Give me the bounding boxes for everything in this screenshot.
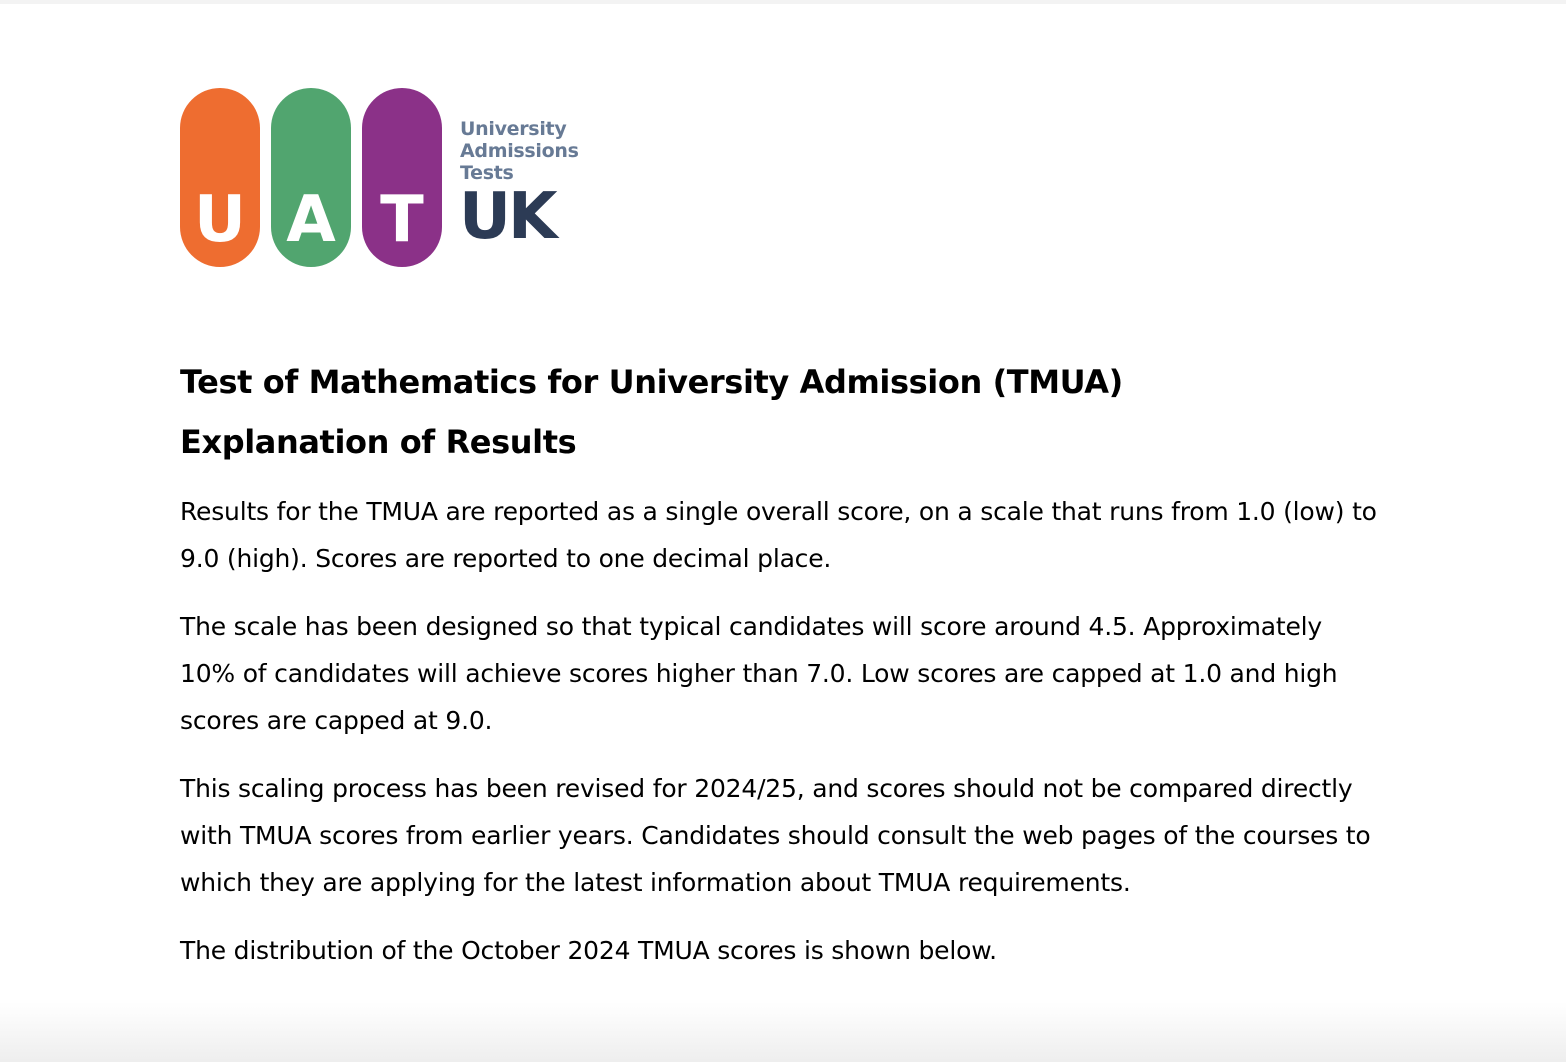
logo-wordmark bbox=[460, 118, 579, 184]
logo-text-admissions: Admissions bbox=[460, 140, 579, 162]
logo-text-uk: UK bbox=[459, 180, 555, 254]
page-bottom-shadow bbox=[0, 1002, 1566, 1062]
paragraph-distribution-intro: The distribution of the October 2024 TMUA scores is shown below. bbox=[180, 936, 997, 965]
logo-letter-u: U bbox=[194, 183, 246, 257]
logo-pill-a bbox=[271, 88, 351, 267]
logo-text-tests: Tests bbox=[460, 162, 514, 184]
logo-letter-a: A bbox=[286, 183, 336, 257]
document-body bbox=[180, 352, 1380, 974]
logo-letter-t: T bbox=[380, 183, 424, 257]
paragraph-scaling-revision: This scaling process has been revised for 2024/25, and scores should not be compared directly with TMUA scores from earlier years. Candidates should consult the web pages of the courses to which they are applying for the latest information about TMUA requirements. bbox=[180, 774, 1371, 897]
paragraph-typical-scores: The scale has been designed so that typical candidates will score around 4.5. Approximately 10% of candidates will achieve scores higher than 7.0. Low scores are capped at 1.0 and high scores are capped at 9.0. bbox=[180, 612, 1338, 735]
document-title-line-2: Explanation of Results bbox=[180, 423, 577, 461]
uat-uk-logo bbox=[180, 88, 600, 268]
logo-pill-t bbox=[362, 88, 442, 267]
page-top-edge bbox=[0, 0, 1566, 4]
document-title bbox=[180, 352, 1380, 472]
logo-pill-u bbox=[180, 88, 260, 267]
paragraph-score-scale: Results for the TMUA are reported as a single overall score, on a scale that runs from 1.0 (low) to 9.0 (high). Scores are reported to one decimal place. bbox=[180, 497, 1377, 573]
document-title-line-1: Test of Mathematics for University Admission (TMUA) bbox=[180, 363, 1123, 401]
logo-text-university: University bbox=[460, 118, 567, 140]
